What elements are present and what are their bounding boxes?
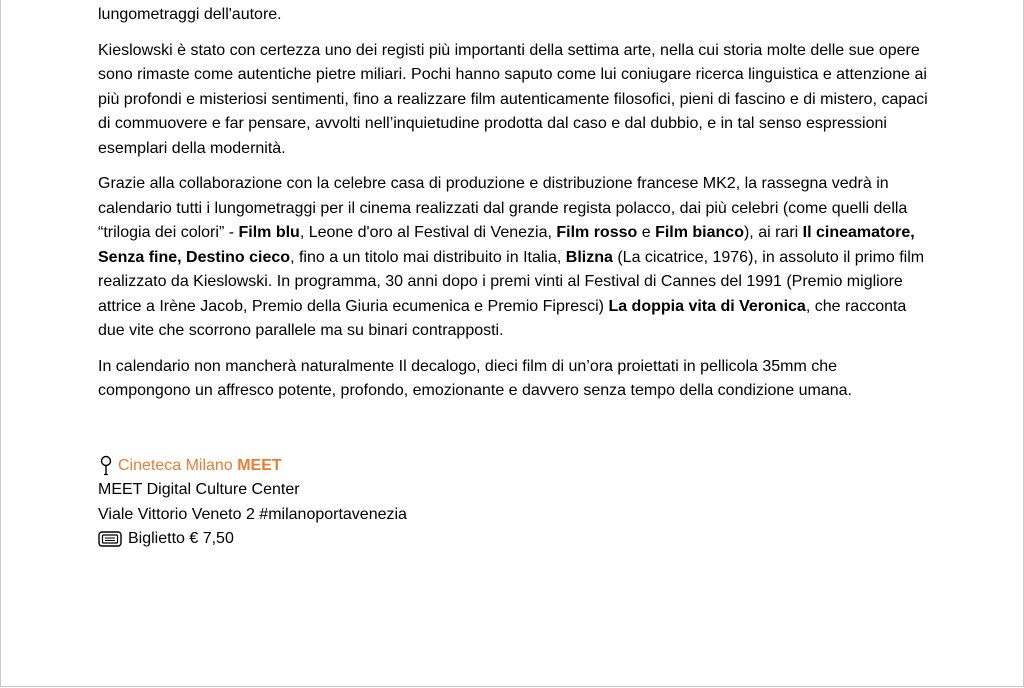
document-body bbox=[98, 0, 934, 552]
film-title-veronica: La doppia vita di Veronica bbox=[608, 297, 806, 315]
venue-address: Viale Vittorio Veneto 2 #milanoportavenezia bbox=[98, 505, 407, 523]
paragraph-kieslowski: Kieslowski è stato con certezza uno dei registi più importanti della settima arte, nella cui storia molte delle sue opere sono rimaste come autentiche pietre miliari. Pochi hanno saputo come lui coniugare ricerca linguistica e attenzione ai più profondi e misteriosi sentimenti, fino a realizzare film autenticamente filosofici, pieni di fascino e di mistero, capaci di commuovere e far pensare, avvolti nell’inquietudine prodotta dal caso e dal dubbio, e in tal senso espressioni esemplari della modernità. bbox=[98, 41, 928, 157]
ticket-icon bbox=[98, 530, 122, 548]
text-run: e bbox=[637, 224, 656, 241]
paragraph-intro-end: lungometraggi dell'autore. bbox=[98, 6, 282, 23]
venue-center: MEET Digital Culture Center bbox=[98, 481, 300, 498]
venue-info bbox=[98, 454, 934, 552]
text-run: (La cicatrice, 1976), in assoluto il primo film realizzato da Kieslowski. In programma, 30 anni dopo i premi vinti al Festival di Cannes del 1991 (Premio migliore attrice a Irène Jacob, Premio della Giuria ecumenica e Premio Fipresci) bbox=[98, 248, 925, 315]
text-run: Grazie alla collaborazione con la celebre casa di produzione e distribuzione francese MK2, la rassegna vedrà in calendario tutti i lungometraggi per il cinema realizzati dal grande regista polacco, dai più celebri (come quelli della “trilogia dei colori” - bbox=[98, 175, 908, 241]
paragraph-programma bbox=[98, 172, 934, 344]
map-pin-icon bbox=[98, 455, 114, 477]
film-title-blu: Film blu bbox=[238, 224, 300, 241]
paragraph-decalogo: In calendario non mancherà naturalmente Il decalogo, dieci film di un’ora proiettati in pellicola 35mm che compongono un affresco potente, profondo, emozionante e davvero senza tempo della condizione umana. bbox=[98, 357, 852, 399]
venue-ticket-line bbox=[98, 527, 934, 552]
film-title-bianco: Film bianco bbox=[655, 224, 744, 241]
film-titles-rari: Il cineamatore, Senza fine, Destino cieco bbox=[98, 224, 915, 266]
film-title-rosso: Film rosso bbox=[556, 224, 638, 241]
film-title-blizna: Blizna bbox=[565, 248, 613, 266]
ticket-price: Biglietto € 7,50 bbox=[128, 530, 234, 547]
venue-name: Cineteca Milano bbox=[118, 456, 233, 474]
text-run: , fino a un titolo mai distribuito in Italia, bbox=[290, 248, 566, 266]
text-run: , Leone d'oro al Festival di Venezia, bbox=[299, 224, 557, 241]
venue-name-bold: MEET bbox=[237, 456, 282, 474]
text-run: ), ai rari bbox=[743, 224, 803, 241]
venue-name-line bbox=[98, 454, 934, 479]
text-run: , che racconta due vite che scorrono parallele ma su binari contrapposti. bbox=[98, 297, 907, 339]
